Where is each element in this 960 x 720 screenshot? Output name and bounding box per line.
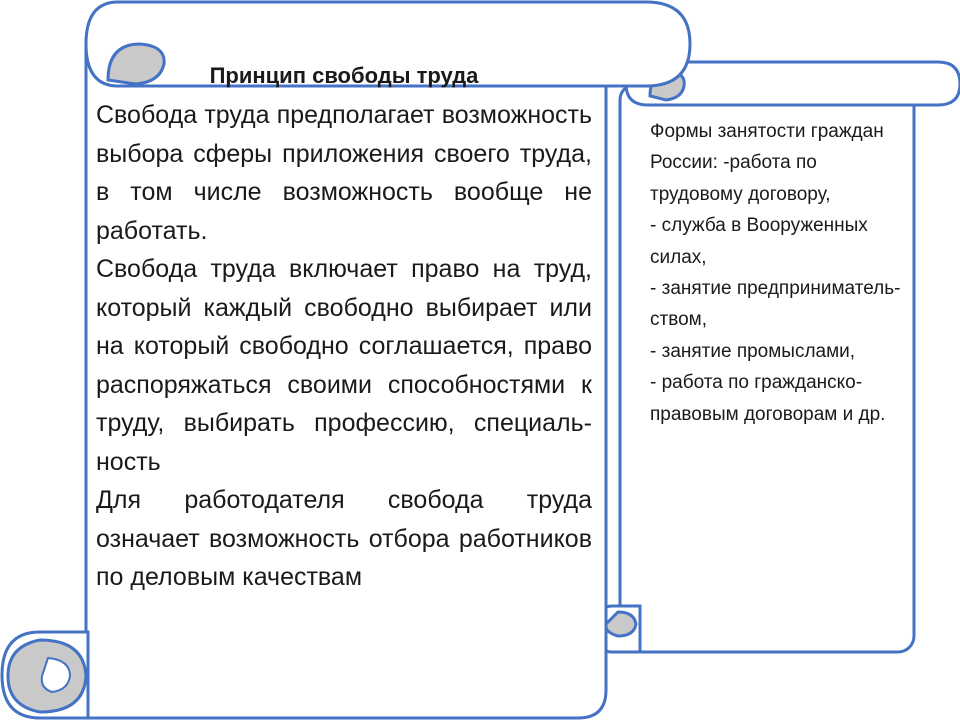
paragraph-freedom-of-labor: Свобода труда предполагает возможность выбора сферы приложения своего труда, в том числе возможность вообще не работать. (96, 101, 592, 245)
right-scroll-content (650, 116, 902, 430)
employment-forms-item: - служба в Вооруженных силах, (650, 215, 868, 268)
employment-forms-item: - занятие промыслами, (650, 340, 856, 362)
paragraph-employer-perspective: Для работодателя свобода труда означает возможность отбора работников по деловым качествам (96, 486, 592, 591)
left-scroll-content (96, 58, 592, 597)
paragraph-right-to-work: Свобода труда включает право на труд, который каждый свободно выбирает или на который свободно соглашается, право распоряжаться своими способностями к труду, выбирать профессию, специаль-ность (96, 255, 592, 476)
employment-forms-item: Формы занятости граждан России: -работа по трудовому договору, (650, 121, 884, 205)
principle-title: Принцип свободы труда (209, 63, 479, 88)
employment-forms-item: - занятие предприниматель-ством, (650, 278, 901, 331)
employment-forms-item: - работа по гражданско-правовым договорам и др. (650, 372, 886, 425)
